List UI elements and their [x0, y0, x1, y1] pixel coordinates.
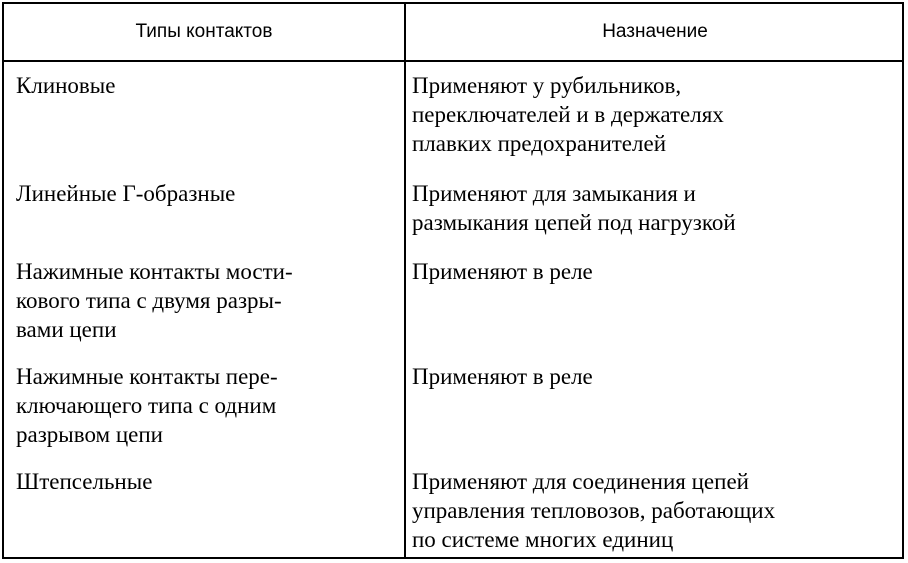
- contacts-table: [2, 2, 904, 559]
- row-2-type: Линейные Г-образные: [16, 181, 236, 206]
- row-4-type: Нажимные контакты пере- ключающего типа с одним разрывом цепи: [16, 364, 278, 447]
- row-3-type: Нажимные контакты мости- кового типа с двумя разры- вами цепи: [16, 259, 293, 342]
- row-1-purpose: Применяют у рубильников, переключателей и в держателях плавких предохранителей: [412, 73, 724, 156]
- header-contact-types: Типы контактов: [135, 21, 273, 42]
- row-3-purpose: Применяют в реле: [412, 259, 593, 284]
- row-5-type: Штепсельные: [16, 469, 153, 494]
- row-2-purpose: Применяют для замыкания и размыкания цепей под нагрузкой: [412, 181, 736, 235]
- row-5-purpose: Применяют для соединения цепей управления тепловозов, работающих по системе многих единиц: [412, 469, 776, 552]
- column-divider: [404, 4, 406, 557]
- row-1-type: Клиновые: [16, 73, 116, 98]
- header-divider: [4, 60, 902, 62]
- row-4-purpose: Применяют в реле: [412, 364, 593, 389]
- header-purpose: Назначение: [602, 21, 708, 42]
